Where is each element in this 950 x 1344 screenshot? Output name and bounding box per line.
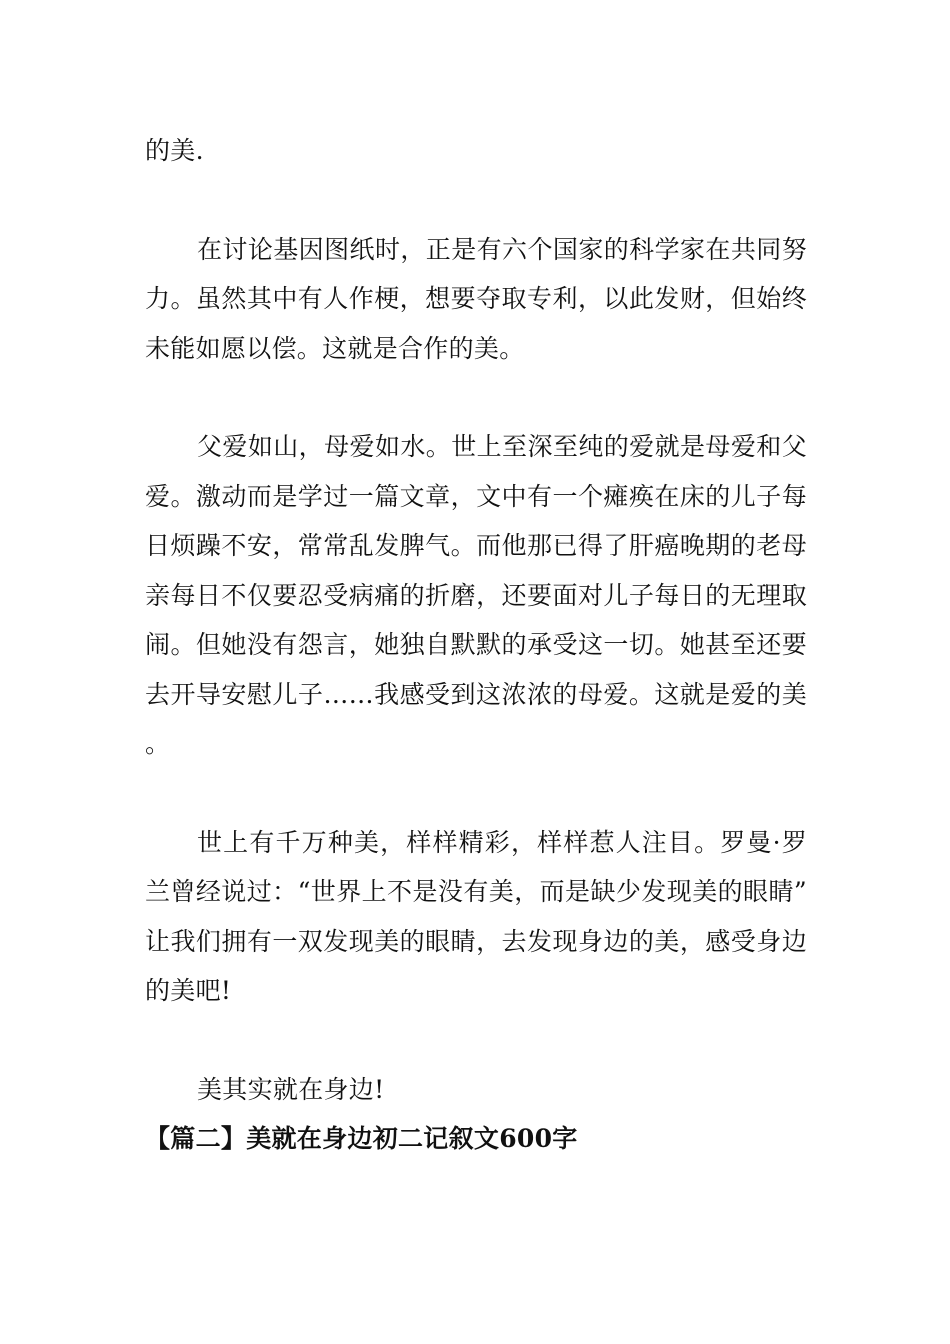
paragraph-conclusion: 美其实就在身边!: [197, 1074, 385, 1104]
paragraph-continuation: 的美.: [145, 136, 204, 165]
document-page: [145, 126, 807, 1164]
section-heading: 【篇二】美就在身边初二记叙文600字: [145, 1124, 578, 1153]
paragraph-parental-love: 父爱如山，母爱如水。世上至深至纯的爱就是母爱和父爱。激动而是学过一篇文章，文中有一个瘫痪在床的儿子每日烦躁不安，常常乱发脾气。而他那已得了肝癌晚期的老母亲每日不仅要忍受病痛的折磨，还要面对儿子每日的无理取闹。但她没有怨言，她独自默默的承受这一切。她甚至还要去开导安慰儿子……我感受到这浓浓的母爱。这就是爱的美。: [145, 432, 807, 758]
paragraph-cooperation: 在讨论基因图纸时，正是有六个国家的科学家在共同努力。虽然其中有人作梗，想要夺取专利，以此发财，但始终未能如愿以偿。这就是合作的美。: [145, 234, 807, 363]
paragraph-discover-beauty: 世上有千万种美，样样精彩，样样惹人注目。罗曼·罗兰曾经说过：“世界上不是没有美，而是缺少发现美的眼睛”让我们拥有一双发现美的眼睛，去发现身边的美，感受身边的美吧!: [145, 827, 807, 1005]
